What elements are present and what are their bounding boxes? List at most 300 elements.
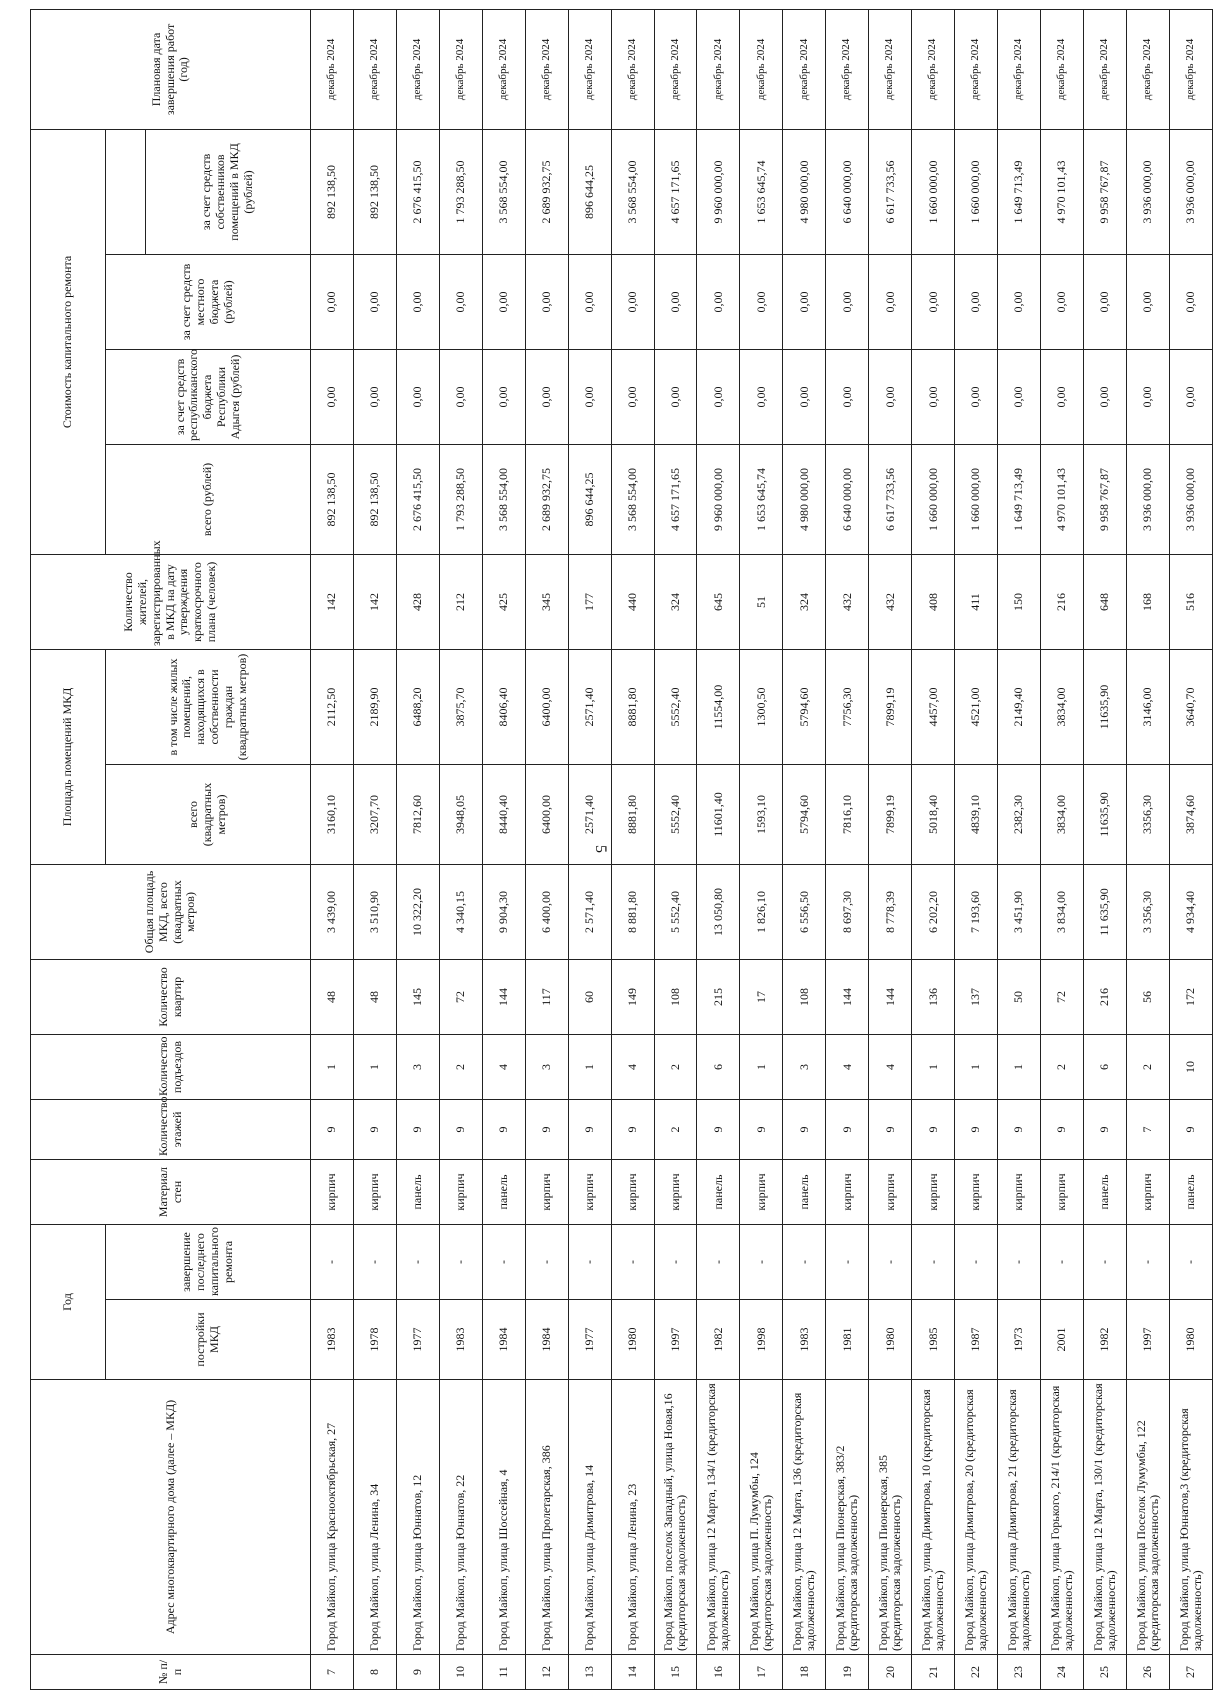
cell-date: декабрь 2024 <box>353 9 396 129</box>
cell-last-repair: - <box>912 1225 955 1300</box>
cell-residents: 408 <box>912 554 955 649</box>
cell-floors: 9 <box>740 1100 783 1160</box>
cell-cost-local: 0,00 <box>525 254 568 349</box>
cell-cost-republic: 0,00 <box>396 349 439 444</box>
rotated-page <box>30 10 1204 1690</box>
cell-last-repair: - <box>396 1225 439 1300</box>
cell-apartments: 72 <box>439 960 482 1035</box>
cell-date: декабрь 2024 <box>611 9 654 129</box>
cell-no: 9 <box>396 1655 439 1690</box>
cell-cost-total: 1 660 000,00 <box>912 444 955 554</box>
cell-entrances: 1 <box>912 1035 955 1100</box>
cell-material: кирпич <box>955 1160 998 1225</box>
cell-built: 1982 <box>1083 1300 1126 1380</box>
cell-apartments: 117 <box>525 960 568 1035</box>
cell-cost-local: 0,00 <box>783 254 826 349</box>
cell-material: кирпич <box>311 1160 354 1225</box>
cell-date: декабрь 2024 <box>1126 9 1169 129</box>
cell-premises-total: 11601,40 <box>697 765 740 865</box>
cell-premises-living: 1300,50 <box>740 649 783 764</box>
table-row <box>482 9 525 1689</box>
cell-last-repair: - <box>1169 1225 1212 1300</box>
cell-premises-total: 3948,05 <box>439 765 482 865</box>
cell-date: декабрь 2024 <box>1040 9 1083 129</box>
cell-cost-republic: 0,00 <box>482 349 525 444</box>
cell-cost-total: 2 676 415,50 <box>396 444 439 554</box>
cell-floors: 9 <box>998 1100 1041 1160</box>
table-row <box>740 9 783 1689</box>
cell-premises-total: 8881,80 <box>611 765 654 865</box>
cell-cost-republic: 0,00 <box>1083 349 1126 444</box>
cell-floors: 9 <box>826 1100 869 1160</box>
cell-built: 2001 <box>1040 1300 1083 1380</box>
cell-premises-total: 3356,30 <box>1126 765 1169 865</box>
cell-premises-total: 11635,90 <box>1083 765 1126 865</box>
cell-cost-total: 1 793 288,50 <box>439 444 482 554</box>
header-year: Год <box>31 1225 106 1380</box>
cell-cost-owners: 1 660 000,00 <box>912 129 955 254</box>
cell-address: Город Майкоп, улица Юннатов,3 (кредиторская задолженность) <box>1169 1380 1212 1655</box>
cell-cost-owners: 1 649 713,49 <box>998 129 1041 254</box>
cell-built: 1984 <box>482 1300 525 1380</box>
cell-residents: 345 <box>525 554 568 649</box>
cell-material: кирпич <box>826 1160 869 1225</box>
cell-entrances: 2 <box>1040 1035 1083 1100</box>
cell-last-repair: - <box>869 1225 912 1300</box>
cell-last-repair: - <box>740 1225 783 1300</box>
cell-last-repair: - <box>1040 1225 1083 1300</box>
cell-residents: 440 <box>611 554 654 649</box>
cell-residents: 324 <box>783 554 826 649</box>
cell-last-repair: - <box>1126 1225 1169 1300</box>
cell-cost-total: 892 138,50 <box>353 444 396 554</box>
cell-premises-total: 5794,60 <box>783 765 826 865</box>
cell-entrances: 1 <box>353 1035 396 1100</box>
cell-apartments: 172 <box>1169 960 1212 1035</box>
cell-premises-living: 11554,00 <box>697 649 740 764</box>
cell-floors: 9 <box>1083 1100 1126 1160</box>
cell-material: панель <box>783 1160 826 1225</box>
cell-no: 27 <box>1169 1655 1212 1690</box>
header-total-area: Общая площадь МКД, всего (квадратных метров) <box>31 865 311 960</box>
cell-cost-owners: 4 657 171,65 <box>654 129 697 254</box>
cell-residents: 432 <box>869 554 912 649</box>
cell-floors: 9 <box>353 1100 396 1160</box>
table-row <box>869 9 912 1689</box>
cell-apartments: 56 <box>1126 960 1169 1035</box>
cell-cost-owners: 2 676 415,50 <box>396 129 439 254</box>
cell-no: 22 <box>955 1655 998 1690</box>
cell-total-area: 1 826,10 <box>740 865 783 960</box>
cell-entrances: 3 <box>396 1035 439 1100</box>
cell-premises-living: 3875,70 <box>439 649 482 764</box>
cell-last-repair: - <box>1083 1225 1126 1300</box>
cell-address: Город Майкоп, улица Пролетарская, 386 <box>525 1380 568 1655</box>
cell-date: декабрь 2024 <box>826 9 869 129</box>
cell-date: декабрь 2024 <box>998 9 1041 129</box>
cell-no: 13 <box>568 1655 611 1690</box>
cell-cost-local: 0,00 <box>439 254 482 349</box>
cell-entrances: 4 <box>482 1035 525 1100</box>
cell-date: декабрь 2024 <box>783 9 826 129</box>
cell-cost-local: 0,00 <box>353 254 396 349</box>
cell-entrances: 4 <box>869 1035 912 1100</box>
cell-address: Город Майкоп, улица Димитрова, 14 <box>568 1380 611 1655</box>
cell-cost-local: 0,00 <box>955 254 998 349</box>
cell-material: кирпич <box>740 1160 783 1225</box>
cell-material: кирпич <box>1126 1160 1169 1225</box>
table-row <box>396 9 439 1689</box>
cell-premises-living: 4521,00 <box>955 649 998 764</box>
cell-built: 1987 <box>955 1300 998 1380</box>
cell-residents: 432 <box>826 554 869 649</box>
cell-last-repair: - <box>955 1225 998 1300</box>
cell-floors: 9 <box>568 1100 611 1160</box>
cell-cost-total: 6 640 000,00 <box>826 444 869 554</box>
cell-residents: 428 <box>396 554 439 649</box>
cell-cost-owners: 6 617 733,56 <box>869 129 912 254</box>
cell-built: 1980 <box>611 1300 654 1380</box>
cell-cost-total: 2 689 932,75 <box>525 444 568 554</box>
cell-cost-republic: 0,00 <box>654 349 697 444</box>
cell-premises-living: 2149,40 <box>998 649 1041 764</box>
cell-cost-local: 0,00 <box>568 254 611 349</box>
cell-premises-total: 5018,40 <box>912 765 955 865</box>
cell-built: 1983 <box>311 1300 354 1380</box>
cell-no: 16 <box>697 1655 740 1690</box>
cell-address: Город Майкоп, улица Пионерская, 385 (кредиторская задолженность) <box>869 1380 912 1655</box>
header-premises-living: в том числе жилых помещений, находящихся в собственности граждан (квадратных метров) <box>106 649 311 764</box>
cell-premises-total: 3207,70 <box>353 765 396 865</box>
cell-apartments: 48 <box>353 960 396 1035</box>
cell-premises-living: 2571,40 <box>568 649 611 764</box>
cell-total-area: 4 340,15 <box>439 865 482 960</box>
cell-cost-total: 6 617 733,56 <box>869 444 912 554</box>
cell-apartments: 72 <box>1040 960 1083 1035</box>
cell-floors: 7 <box>1126 1100 1169 1160</box>
cell-address: Город Майкоп, улица Пионерская, 383/2 (кредиторская задолженность) <box>826 1380 869 1655</box>
cell-floors: 9 <box>611 1100 654 1160</box>
cell-total-area: 2 571,40 <box>568 865 611 960</box>
cell-premises-living: 2112,50 <box>311 649 354 764</box>
cell-cost-republic: 0,00 <box>1040 349 1083 444</box>
cell-entrances: 1 <box>998 1035 1041 1100</box>
cell-cost-republic: 0,00 <box>525 349 568 444</box>
cell-total-area: 3 439,00 <box>311 865 354 960</box>
cell-cost-total: 9 958 767,87 <box>1083 444 1126 554</box>
cell-address: Город Майкоп, улица Ленина, 34 <box>353 1380 396 1655</box>
cell-last-repair: - <box>525 1225 568 1300</box>
cell-date: декабрь 2024 <box>1169 9 1212 129</box>
cell-residents: 51 <box>740 554 783 649</box>
cell-premises-living: 2189,90 <box>353 649 396 764</box>
cell-material: панель <box>396 1160 439 1225</box>
cell-date: декабрь 2024 <box>654 9 697 129</box>
header-cost-owners-spacer <box>106 129 146 254</box>
cell-entrances: 10 <box>1169 1035 1212 1100</box>
cell-total-area: 11 635,90 <box>1083 865 1126 960</box>
cell-floors: 9 <box>439 1100 482 1160</box>
cell-cost-local: 0,00 <box>311 254 354 349</box>
table-row <box>697 9 740 1689</box>
cell-apartments: 50 <box>998 960 1041 1035</box>
table-row <box>654 9 697 1689</box>
cell-cost-local: 0,00 <box>697 254 740 349</box>
cell-total-area: 3 451,90 <box>998 865 1041 960</box>
table-row <box>998 9 1041 1689</box>
table-row <box>439 9 482 1689</box>
cell-total-area: 5 552,40 <box>654 865 697 960</box>
cell-premises-total: 6400,00 <box>525 765 568 865</box>
cell-entrances: 3 <box>783 1035 826 1100</box>
cell-cost-republic: 0,00 <box>353 349 396 444</box>
table-row <box>783 9 826 1689</box>
cell-floors: 9 <box>525 1100 568 1160</box>
cell-cost-local: 0,00 <box>1169 254 1212 349</box>
cell-material: кирпич <box>353 1160 396 1225</box>
cell-cost-owners: 6 640 000,00 <box>826 129 869 254</box>
cell-premises-total: 4839,10 <box>955 765 998 865</box>
header-entrances: Количество подъездов <box>31 1035 311 1100</box>
cell-no: 21 <box>912 1655 955 1690</box>
cell-apartments: 149 <box>611 960 654 1035</box>
header-cost-owners: за счет средств собственников помещений в МКД (рублей) <box>146 129 311 254</box>
cell-cost-total: 1 653 645,74 <box>740 444 783 554</box>
cell-cost-republic: 0,00 <box>439 349 482 444</box>
cell-cost-owners: 1 660 000,00 <box>955 129 998 254</box>
cell-residents: 645 <box>697 554 740 649</box>
cell-cost-local: 0,00 <box>611 254 654 349</box>
cell-cost-local: 0,00 <box>482 254 525 349</box>
cell-cost-total: 4 980 000,00 <box>783 444 826 554</box>
cell-entrances: 2 <box>1126 1035 1169 1100</box>
cell-premises-living: 6400,00 <box>525 649 568 764</box>
cell-total-area: 8 778,39 <box>869 865 912 960</box>
cell-cost-republic: 0,00 <box>1126 349 1169 444</box>
table-row <box>525 9 568 1689</box>
cell-address: Город Майкоп, улица Димитрова, 20 (кредиторская задолженность) <box>955 1380 998 1655</box>
cell-floors: 2 <box>654 1100 697 1160</box>
cell-cost-republic: 0,00 <box>568 349 611 444</box>
cell-floors: 9 <box>697 1100 740 1160</box>
cell-cost-local: 0,00 <box>1126 254 1169 349</box>
cell-no: 14 <box>611 1655 654 1690</box>
cell-premises-living: 11635,90 <box>1083 649 1126 764</box>
cell-entrances: 6 <box>697 1035 740 1100</box>
cell-premises-living: 5794,60 <box>783 649 826 764</box>
cell-address: Город Майкоп, поселок Западный, улица Новая,16 (кредиторская задолженность) <box>654 1380 697 1655</box>
cell-floors: 9 <box>1040 1100 1083 1160</box>
cell-built: 1997 <box>654 1300 697 1380</box>
cell-total-area: 3 356,30 <box>1126 865 1169 960</box>
cell-address: Город Майкоп, улица Краснооктябрьская, 27 <box>311 1380 354 1655</box>
cell-premises-living: 3640,70 <box>1169 649 1212 764</box>
cell-last-repair: - <box>611 1225 654 1300</box>
cell-total-area: 6 556,50 <box>783 865 826 960</box>
table-body <box>311 9 1213 1689</box>
cell-premises-living: 8406,40 <box>482 649 525 764</box>
header-apartments: Количество квартир <box>31 960 311 1035</box>
cell-cost-owners: 9 958 767,87 <box>1083 129 1126 254</box>
cell-floors: 9 <box>482 1100 525 1160</box>
cell-no: 8 <box>353 1655 396 1690</box>
cell-no: 7 <box>311 1655 354 1690</box>
cell-built: 1983 <box>439 1300 482 1380</box>
cell-premises-total: 7899,19 <box>869 765 912 865</box>
cell-residents: 516 <box>1169 554 1212 649</box>
cell-residents: 324 <box>654 554 697 649</box>
cell-residents: 648 <box>1083 554 1126 649</box>
cell-built: 1997 <box>1126 1300 1169 1380</box>
cell-total-area: 8 881,80 <box>611 865 654 960</box>
cell-date: декабрь 2024 <box>396 9 439 129</box>
cell-cost-owners: 9 960 000,00 <box>697 129 740 254</box>
header-cost-local: за счет средств местного бюджета (рублей) <box>106 254 311 349</box>
cell-residents: 142 <box>353 554 396 649</box>
cell-address: Город Майкоп, улица 12 Марта, 130/1 (кредиторская задолженность) <box>1083 1380 1126 1655</box>
table-row <box>1126 9 1169 1689</box>
table-row <box>826 9 869 1689</box>
cell-cost-republic: 0,00 <box>697 349 740 444</box>
cell-entrances: 1 <box>311 1035 354 1100</box>
cell-built: 1980 <box>1169 1300 1212 1380</box>
cell-cost-owners: 4 970 101,43 <box>1040 129 1083 254</box>
cell-cost-total: 4 657 171,65 <box>654 444 697 554</box>
cell-built: 1977 <box>396 1300 439 1380</box>
cell-cost-owners: 896 644,25 <box>568 129 611 254</box>
cell-cost-owners: 1 793 288,50 <box>439 129 482 254</box>
cell-date: декабрь 2024 <box>869 9 912 129</box>
cell-address: Город Майкоп, улица Юннатов, 12 <box>396 1380 439 1655</box>
cell-cost-republic: 0,00 <box>311 349 354 444</box>
cell-built: 1983 <box>783 1300 826 1380</box>
cell-last-repair: - <box>353 1225 396 1300</box>
cell-entrances: 1 <box>955 1035 998 1100</box>
cell-cost-owners: 3 568 554,00 <box>482 129 525 254</box>
cell-cost-republic: 0,00 <box>869 349 912 444</box>
header-planned-date: Плановая дата завершения работ (год) <box>31 9 311 129</box>
cell-cost-local: 0,00 <box>1040 254 1083 349</box>
header-address: Адрес многоквартирного дома (далее – МКД) <box>31 1380 311 1655</box>
cell-cost-local: 0,00 <box>826 254 869 349</box>
cell-entrances: 1 <box>568 1035 611 1100</box>
cell-apartments: 48 <box>311 960 354 1035</box>
cell-material: кирпич <box>998 1160 1041 1225</box>
cell-date: декабрь 2024 <box>439 9 482 129</box>
table-row <box>912 9 955 1689</box>
cell-no: 10 <box>439 1655 482 1690</box>
cell-cost-local: 0,00 <box>654 254 697 349</box>
cell-apartments: 108 <box>654 960 697 1035</box>
cell-entrances: 4 <box>611 1035 654 1100</box>
cell-cost-local: 0,00 <box>396 254 439 349</box>
cell-material: кирпич <box>611 1160 654 1225</box>
cell-built: 1982 <box>697 1300 740 1380</box>
cell-no: 12 <box>525 1655 568 1690</box>
cell-total-area: 8 697,30 <box>826 865 869 960</box>
cell-last-repair: - <box>697 1225 740 1300</box>
cell-no: 24 <box>1040 1655 1083 1690</box>
cell-premises-total: 7812,60 <box>396 765 439 865</box>
cell-address: Город Майкоп, улица Поселок Лумумбы, 122 (кредиторская задолженность) <box>1126 1380 1169 1655</box>
cell-cost-local: 0,00 <box>869 254 912 349</box>
cell-apartments: 216 <box>1083 960 1126 1035</box>
header-wall-material: Материал стен <box>31 1160 311 1225</box>
cell-date: декабрь 2024 <box>955 9 998 129</box>
table-row <box>611 9 654 1689</box>
cell-residents: 168 <box>1126 554 1169 649</box>
cell-cost-total: 896 644,25 <box>568 444 611 554</box>
table-row <box>1040 9 1083 1689</box>
cell-built: 1981 <box>826 1300 869 1380</box>
page-number: 5 <box>592 845 609 853</box>
cell-date: декабрь 2024 <box>482 9 525 129</box>
cell-premises-living: 8881,80 <box>611 649 654 764</box>
cell-last-repair: - <box>998 1225 1041 1300</box>
cell-cost-owners: 892 138,50 <box>353 129 396 254</box>
cell-entrances: 6 <box>1083 1035 1126 1100</box>
cell-cost-local: 0,00 <box>1083 254 1126 349</box>
cell-address: Город Майкоп, улица Юннатов, 22 <box>439 1380 482 1655</box>
cell-date: декабрь 2024 <box>568 9 611 129</box>
cell-no: 26 <box>1126 1655 1169 1690</box>
cell-cost-owners: 4 980 000,00 <box>783 129 826 254</box>
cell-date: декабрь 2024 <box>1083 9 1126 129</box>
cell-material: кирпич <box>912 1160 955 1225</box>
cell-built: 1977 <box>568 1300 611 1380</box>
cell-cost-local: 0,00 <box>998 254 1041 349</box>
cell-residents: 150 <box>998 554 1041 649</box>
cell-date: декабрь 2024 <box>912 9 955 129</box>
cell-last-repair: - <box>826 1225 869 1300</box>
cell-total-area: 6 202,20 <box>912 865 955 960</box>
cell-material: кирпич <box>525 1160 568 1225</box>
cell-no: 19 <box>826 1655 869 1690</box>
header-cost: Стоимость капитального ремонта <box>31 129 106 554</box>
cell-cost-total: 3 568 554,00 <box>482 444 525 554</box>
cell-premises-total: 3160,10 <box>311 765 354 865</box>
capital-repair-table <box>30 9 1213 1690</box>
cell-cost-local: 0,00 <box>912 254 955 349</box>
cell-residents: 425 <box>482 554 525 649</box>
cell-material: кирпич <box>1040 1160 1083 1225</box>
cell-premises-living: 6488,20 <box>396 649 439 764</box>
cell-cost-owners: 1 653 645,74 <box>740 129 783 254</box>
cell-entrances: 2 <box>654 1035 697 1100</box>
cell-no: 25 <box>1083 1655 1126 1690</box>
table-row <box>311 9 354 1689</box>
table-row <box>568 9 611 1689</box>
table-row <box>1169 9 1212 1689</box>
cell-address: Город Майкоп, улица 12 Марта, 136 (кредиторская задолженность) <box>783 1380 826 1655</box>
cell-no: 11 <box>482 1655 525 1690</box>
cell-premises-living: 7899,19 <box>869 649 912 764</box>
cell-built: 1978 <box>353 1300 396 1380</box>
cell-apartments: 144 <box>826 960 869 1035</box>
cell-premises-total: 7816,10 <box>826 765 869 865</box>
cell-built: 1973 <box>998 1300 1041 1380</box>
cell-premises-living: 3146,00 <box>1126 649 1169 764</box>
cell-cost-owners: 892 138,50 <box>311 129 354 254</box>
cell-last-repair: - <box>439 1225 482 1300</box>
header-premises-total: всего (квадратных метров) <box>106 765 311 865</box>
cell-entrances: 4 <box>826 1035 869 1100</box>
cell-cost-republic: 0,00 <box>912 349 955 444</box>
cell-cost-total: 1 649 713,49 <box>998 444 1041 554</box>
cell-no: 20 <box>869 1655 912 1690</box>
cell-address: Город Майкоп, улица Ленина, 23 <box>611 1380 654 1655</box>
cell-material: панель <box>1169 1160 1212 1225</box>
